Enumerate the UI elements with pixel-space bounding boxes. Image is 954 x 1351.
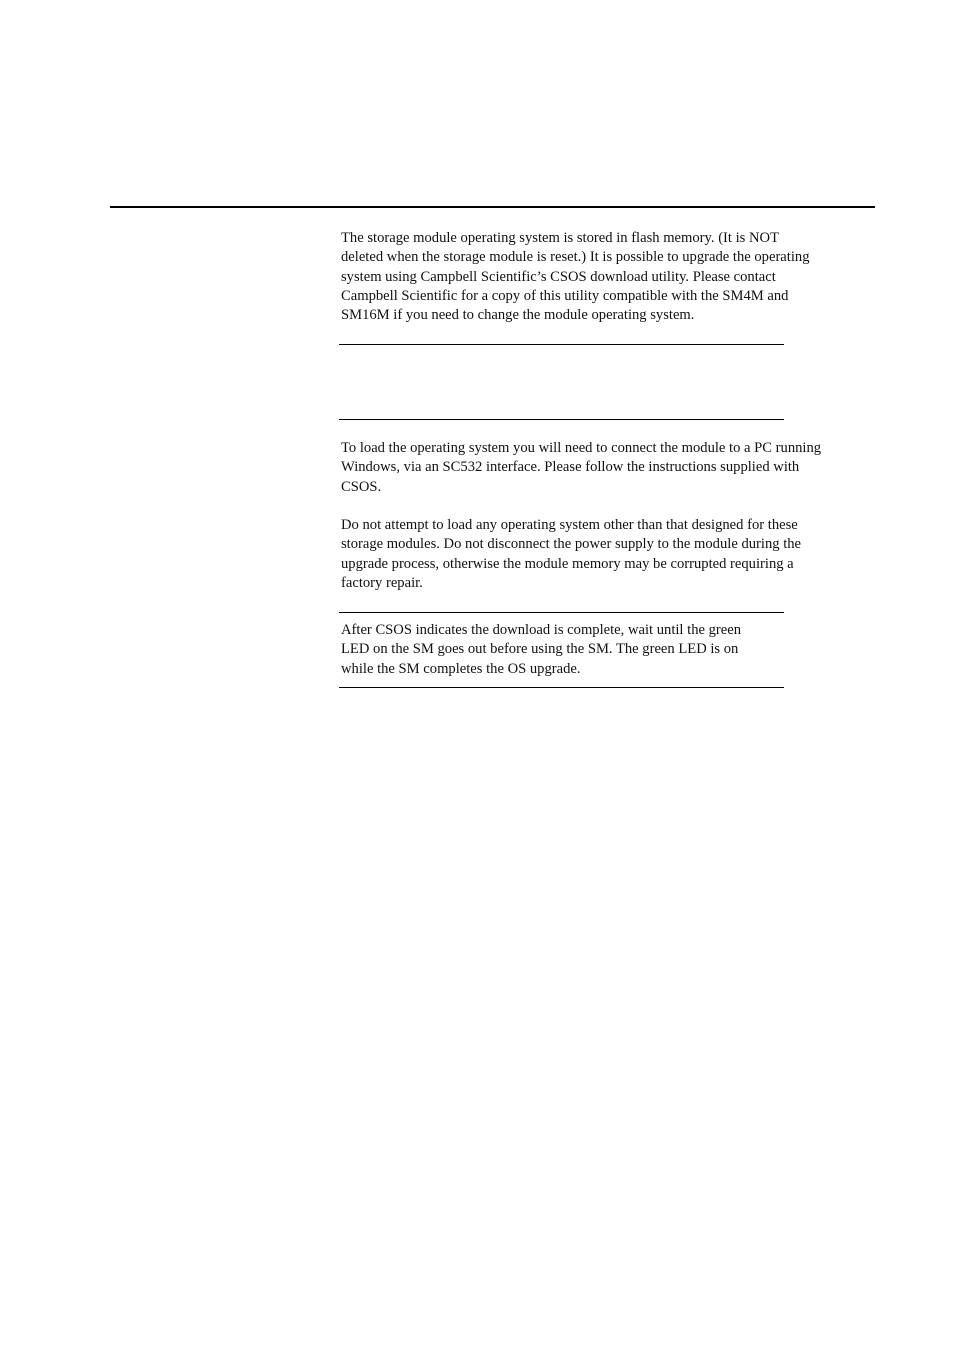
warning-paragraph — [341, 516, 801, 593]
paragraph-line: The storage module operating system is stored in flash memory. (It is NOT — [341, 230, 779, 246]
empty-box-bottom-rule — [339, 419, 784, 420]
note-box-top-rule — [339, 612, 784, 613]
paragraph-line: system using Campbell Scientific’s CSOS download utility. Please contact — [341, 268, 776, 285]
paragraph-line: Campbell Scientific for a copy of this utility compatible with the SM4M and — [341, 287, 789, 304]
note-paragraph — [341, 621, 741, 679]
paragraph-line: LED on the SM goes out before using the SM. The green LED is on — [341, 641, 739, 658]
paragraph-line: CSOS. — [341, 478, 382, 495]
paragraph-line: factory repair. — [341, 574, 423, 591]
paragraph-line: To load the operating system you will need to connect the module to a PC running — [341, 440, 822, 456]
paragraph-line: Windows, via an SC532 interface. Please follow the instructions supplied with — [341, 459, 800, 476]
paragraph-line: Do not attempt to load any operating system other than that designed for these — [341, 517, 798, 533]
paragraph-line: storage modules. Do not disconnect the power supply to the module during the — [341, 536, 802, 553]
paragraph-line: SM16M if you need to change the module operating system. — [341, 307, 695, 324]
intro-paragraph — [341, 229, 810, 325]
load-instructions-paragraph — [341, 439, 821, 497]
empty-box-top-rule — [339, 344, 784, 345]
paragraph-line: upgrade process, otherwise the module memory may be corrupted requiring a — [341, 555, 794, 572]
paragraph-line: deleted when the storage module is reset.) It is possible to upgrade the operating — [341, 249, 810, 266]
paragraph-line: while the SM completes the OS upgrade. — [341, 660, 581, 677]
section-heading-rule — [110, 206, 875, 208]
note-box-bottom-rule — [339, 687, 784, 688]
paragraph-line: After CSOS indicates the download is complete, wait until the green — [341, 622, 742, 638]
